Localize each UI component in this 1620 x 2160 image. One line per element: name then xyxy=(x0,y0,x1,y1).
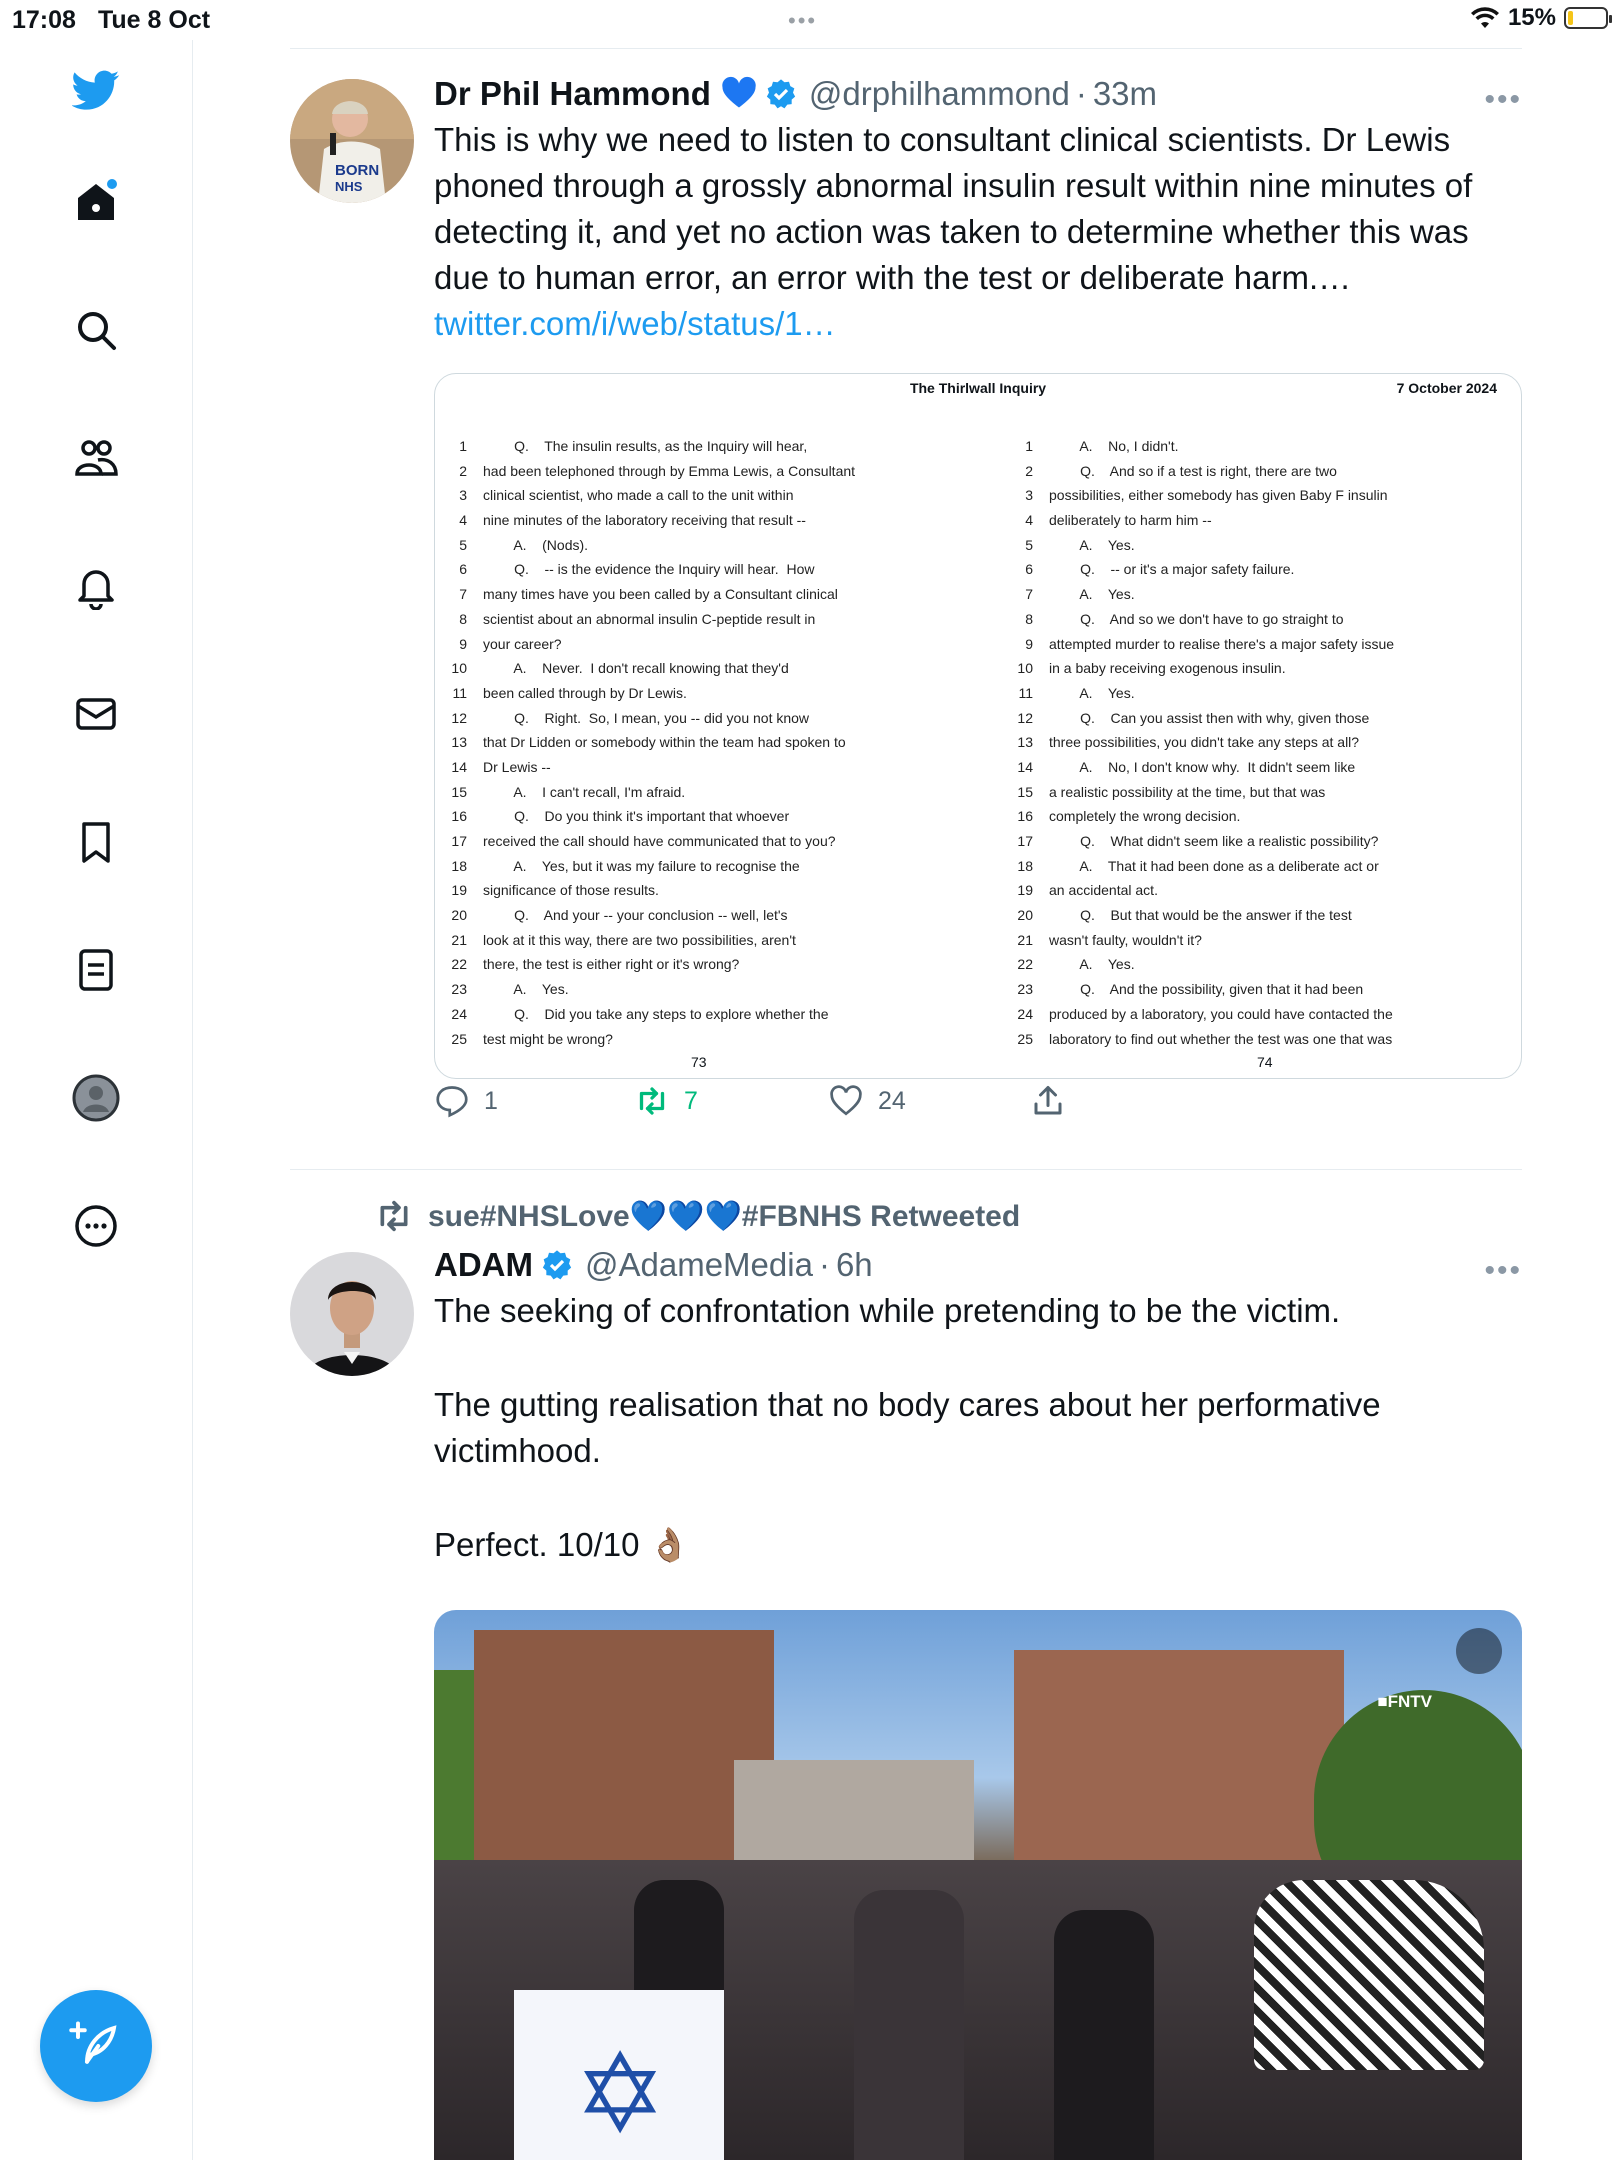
status-bar xyxy=(0,0,1620,40)
retweeted-by[interactable] xyxy=(374,1196,1020,1236)
document-line-number: 20 xyxy=(1017,907,1033,924)
retweet-count: 7 xyxy=(684,1086,698,1115)
document-line-number: 5 xyxy=(459,536,467,553)
tweet[interactable] xyxy=(290,49,1522,1169)
search-icon xyxy=(72,306,120,354)
video-watermark: ■FNTV xyxy=(1377,1692,1432,1711)
document-line xyxy=(445,759,945,784)
document-line-number: 7 xyxy=(459,586,467,603)
tweet-text-line: The seeking of confrontation while pretending to be the victim. xyxy=(434,1292,1341,1329)
document-line-number: 17 xyxy=(451,833,467,849)
document-line-text: A. Yes, but it was my failure to recognise the xyxy=(483,857,800,874)
document-line-number: 19 xyxy=(1017,882,1033,899)
document-line-text: an accidental act. xyxy=(1049,882,1158,899)
sidebar-item-notifications[interactable] xyxy=(56,546,136,626)
document-line-text: produced by a laboratory, you could have contacted the xyxy=(1049,1005,1393,1022)
document-line-text: attempted murder to realise there's a major safety issue xyxy=(1049,635,1395,652)
sidebar-item-bookmarks[interactable] xyxy=(56,802,136,882)
document-line-number: 21 xyxy=(1017,931,1033,948)
author-name[interactable]: Dr Phil Hammond xyxy=(434,75,711,112)
retweet-icon xyxy=(634,1083,670,1119)
home-icon xyxy=(72,178,120,226)
avatar[interactable] xyxy=(290,1252,414,1376)
compose-tweet-button[interactable] xyxy=(40,1990,152,2102)
document-line-text: A. Yes. xyxy=(1049,684,1135,701)
tweet-image-document[interactable] xyxy=(434,373,1522,1079)
document-line-number: 15 xyxy=(1017,783,1033,800)
document-line-text: Dr Lewis -- xyxy=(483,758,551,775)
document-line-number: 3 xyxy=(1025,487,1033,504)
document-line-number: 11 xyxy=(452,684,467,701)
document-line xyxy=(445,586,945,611)
document-line xyxy=(1011,586,1511,611)
document-line xyxy=(1011,734,1511,759)
document-line-number: 4 xyxy=(459,512,467,529)
document-line xyxy=(445,685,945,710)
like-button[interactable] xyxy=(828,1083,906,1119)
sidebar-item-explore[interactable] xyxy=(56,290,136,370)
document-line-text: possibilities, either somebody has given Baby F insulin xyxy=(1049,487,1388,504)
document-line-number: 13 xyxy=(1017,734,1033,751)
document-line-number: 5 xyxy=(1025,536,1033,553)
document-line xyxy=(1011,882,1511,907)
multitasking-dots-icon[interactable]: ••• xyxy=(788,8,818,33)
document-line xyxy=(445,561,945,586)
document-line-number: 8 xyxy=(459,610,467,627)
svg-text:NHS: NHS xyxy=(335,179,363,194)
document-left-page-number: 73 xyxy=(691,1054,707,1070)
document-line-text: three possibilities, you didn't take any steps at all? xyxy=(1049,734,1360,751)
document-line-text: A. Yes. xyxy=(1049,536,1135,553)
document-line-text: received the call should have communicated that to you? xyxy=(483,833,836,849)
document-line xyxy=(1011,981,1511,1006)
document-line-text: nine minutes of the laboratory receiving that result -- xyxy=(483,512,806,529)
document-line-number: 10 xyxy=(451,660,467,677)
tweet-text-blank xyxy=(434,1474,1522,1522)
document-line xyxy=(445,932,945,957)
document-line-text: Q. And so we don't have to go straight to xyxy=(1049,610,1344,627)
document-line xyxy=(445,734,945,759)
document-line-text: Q. And so if a test is right, there are two xyxy=(1049,462,1337,479)
retweet-icon xyxy=(374,1196,414,1236)
document-line xyxy=(1011,956,1511,981)
avatar-photo xyxy=(290,79,414,203)
document-line-text: completely the wrong decision. xyxy=(1049,808,1241,825)
document-line-number: 11 xyxy=(1018,684,1033,701)
document-line xyxy=(1011,487,1511,512)
document-line-number: 21 xyxy=(451,931,467,948)
bell-icon xyxy=(72,562,120,610)
document-line xyxy=(445,882,945,907)
document-line xyxy=(445,611,945,636)
document-line xyxy=(445,537,945,562)
document-line xyxy=(1011,660,1511,685)
document-line-number: 2 xyxy=(459,462,467,479)
author-handle[interactable]: @drphilhammond xyxy=(808,75,1070,112)
document-line xyxy=(1011,858,1511,883)
document-line-text: in a baby receiving exogenous insulin. xyxy=(1049,660,1286,677)
document-line-text: A. Yes. xyxy=(1049,956,1135,973)
document-line-number: 18 xyxy=(451,857,467,874)
document-line-number: 23 xyxy=(1017,981,1033,998)
more-options-icon[interactable]: ••• xyxy=(1484,83,1522,116)
document-line-text: Q. And your -- your conclusion -- well, let's xyxy=(483,907,788,924)
document-line xyxy=(1011,784,1511,809)
document-line-text: had been telephoned through by Emma Lewis, a Consultant xyxy=(483,462,856,479)
document-line-text: look at it this way, there are two possibilities, aren't xyxy=(483,931,796,948)
document-line xyxy=(1011,932,1511,957)
reply-icon xyxy=(434,1083,470,1119)
avatar-icon xyxy=(72,1074,120,1122)
twitter-logo-icon[interactable] xyxy=(56,50,136,130)
document-line-text: A. Yes. xyxy=(483,981,569,998)
author-name[interactable]: ADAM xyxy=(434,1246,533,1283)
more-circle-icon xyxy=(72,1202,120,1250)
document-line xyxy=(445,438,945,463)
tweet-header xyxy=(434,1242,1522,1288)
document-line-text: that Dr Lidden or somebody within the team had spoken to xyxy=(483,734,846,751)
share-button[interactable] xyxy=(1030,1083,1066,1119)
document-line-number: 22 xyxy=(1017,956,1033,973)
document-line xyxy=(1011,463,1511,488)
document-line-number: 10 xyxy=(1017,660,1033,677)
document-line-text: laboratory to find out whether the test was one that was xyxy=(1049,1030,1393,1047)
document-line xyxy=(1011,710,1511,735)
tweet-text-blank xyxy=(434,1334,1522,1382)
document-line-number: 25 xyxy=(451,1030,467,1047)
document-line-number: 24 xyxy=(451,1005,467,1022)
document-line-number: 9 xyxy=(459,635,467,652)
document-line-number: 25 xyxy=(1017,1030,1033,1047)
document-line xyxy=(1011,438,1511,463)
document-line-number: 23 xyxy=(451,981,467,998)
document-right-page-number: 74 xyxy=(1257,1054,1273,1070)
document-line xyxy=(445,512,945,537)
document-line xyxy=(1011,537,1511,562)
sidebar-item-messages[interactable] xyxy=(56,674,136,754)
retweet-button[interactable] xyxy=(634,1083,698,1119)
reply-count: 1 xyxy=(484,1086,498,1115)
document-line-text: Q. Right. So, I mean, you -- did you not know xyxy=(483,709,810,726)
tweet-video[interactable] xyxy=(434,1610,1522,2160)
battery-icon xyxy=(1564,7,1608,29)
document-line-number: 15 xyxy=(451,783,467,800)
tweet-text-line: Perfect. 10/10 👌🏽 xyxy=(434,1526,690,1563)
document-line-text: A. No, I don't know why. It didn't seem like xyxy=(1049,758,1356,775)
status-date: Tue 8 Oct xyxy=(98,6,211,34)
document-left-column xyxy=(445,438,945,1055)
video-scene: ✡ xyxy=(574,2033,667,2156)
document-line-text: been called through by Dr Lewis. xyxy=(483,684,687,701)
document-line-text: Q. -- is the evidence the Inquiry will hear. How xyxy=(483,561,815,578)
document-line-number: 20 xyxy=(451,907,467,924)
blue-heart-icon xyxy=(721,76,757,112)
avatar-photo xyxy=(290,1252,414,1376)
document-line-number: 7 xyxy=(1025,586,1033,603)
document-line xyxy=(445,1006,945,1031)
retweeted-by-label: sue#NHSLove💙💙💙#FBNHS Retweeted xyxy=(428,1199,1021,1233)
reply-button[interactable] xyxy=(434,1083,498,1119)
document-line xyxy=(445,636,945,661)
video-scene xyxy=(1254,1880,1484,2070)
sidebar-item-profile[interactable] xyxy=(56,1058,136,1138)
document-line-number: 16 xyxy=(451,808,467,825)
document-line-text: Q. Do you think it's important that whoever xyxy=(483,808,790,825)
document-line xyxy=(1011,907,1511,932)
separator: · xyxy=(818,1246,830,1283)
document-line-text: A. Yes. xyxy=(1049,586,1135,603)
separator: · xyxy=(1075,75,1087,112)
like-count: 24 xyxy=(878,1086,906,1115)
verified-badge-icon xyxy=(541,1249,573,1281)
document-line xyxy=(445,907,945,932)
document-line xyxy=(445,710,945,735)
document-right-column xyxy=(1011,438,1511,1055)
bookmark-icon xyxy=(72,818,120,866)
document-line-text: A. (Nods). xyxy=(483,536,589,553)
document-line-text: scientist about an abnormal insulin C-peptide result in xyxy=(483,610,816,627)
document-line-text: A. Never. I don't recall knowing that they'd xyxy=(483,660,789,677)
bird-icon xyxy=(72,66,120,114)
status-right xyxy=(1470,4,1608,32)
video-options-icon[interactable] xyxy=(1456,1628,1502,1674)
document-line-text: significance of those results. xyxy=(483,882,659,899)
document-line xyxy=(445,463,945,488)
document-line-number: 1 xyxy=(459,438,467,454)
video-scene xyxy=(474,1630,774,1860)
document-line-number: 14 xyxy=(451,758,467,775)
sidebar-item-more[interactable] xyxy=(56,1186,136,1266)
wifi-icon xyxy=(1470,6,1500,30)
document-line xyxy=(1011,685,1511,710)
verified-badge-icon xyxy=(765,78,797,110)
tweet-header xyxy=(434,71,1522,117)
document-line xyxy=(1011,808,1511,833)
document-line-number: 6 xyxy=(1025,561,1033,578)
battery-percent: 15% xyxy=(1507,4,1556,31)
document-line xyxy=(1011,833,1511,858)
share-icon xyxy=(1030,1083,1066,1119)
document-line xyxy=(1011,512,1511,537)
document-line-number: 17 xyxy=(1017,833,1033,849)
tweet[interactable] xyxy=(290,1170,1522,2160)
document-line-number: 13 xyxy=(451,734,467,751)
document-line-number: 16 xyxy=(1017,808,1033,825)
timeline xyxy=(290,48,1522,2160)
document-line-number: 12 xyxy=(451,709,467,726)
document-line-number: 22 xyxy=(451,956,467,973)
document-line xyxy=(445,808,945,833)
document-date: 7 October 2024 xyxy=(1396,380,1497,396)
document-line-number: 4 xyxy=(1025,512,1033,529)
document-line-number: 14 xyxy=(1017,758,1033,775)
document-line xyxy=(1011,1031,1511,1056)
document-line-number: 6 xyxy=(459,561,467,578)
sidebar-item-lists[interactable] xyxy=(56,930,136,1010)
document-line-text: Q. And the possibility, given that it had been xyxy=(1049,981,1364,998)
document-title: The Thirlwall Inquiry xyxy=(909,380,1047,396)
lists-icon xyxy=(72,946,120,994)
document-line-text: test might be wrong? xyxy=(483,1030,613,1047)
document-line xyxy=(445,833,945,858)
more-options-icon[interactable]: ••• xyxy=(1484,1254,1522,1287)
heart-icon xyxy=(828,1083,864,1119)
svg-text:BORN: BORN xyxy=(335,162,380,179)
document-line-text: Q. Can you assist then with why, given those xyxy=(1049,709,1370,726)
document-line-text: many times have you been called by a Consultant clinical xyxy=(483,586,838,603)
sidebar xyxy=(0,40,193,2160)
tweet-link[interactable]: twitter.com/i/web/status/1… xyxy=(434,305,836,342)
document-line-text: A. I can't recall, I'm afraid. xyxy=(483,783,686,800)
document-line-number: 3 xyxy=(459,487,467,504)
tweet-time[interactable]: 33m xyxy=(1092,75,1158,112)
video-scene xyxy=(854,1890,964,2160)
video-scene xyxy=(1054,1910,1154,2160)
document-line-text: Q. What didn't seem like a realistic possibility? xyxy=(1049,833,1379,849)
document-line-number: 8 xyxy=(1025,610,1033,627)
document-line xyxy=(445,487,945,512)
sidebar-item-communities[interactable] xyxy=(56,418,136,498)
document-line xyxy=(445,956,945,981)
document-line xyxy=(1011,759,1511,784)
document-line xyxy=(445,981,945,1006)
document-line-number: 19 xyxy=(451,882,467,899)
document-line-text: a realistic possibility at the time, but that was xyxy=(1049,783,1326,800)
compose-feather-icon xyxy=(69,2019,123,2073)
document-line-number: 2 xyxy=(1025,462,1033,479)
document-line-text: there, the test is either right or it's wrong? xyxy=(483,956,740,973)
avatar[interactable] xyxy=(290,79,414,203)
document-line xyxy=(445,858,945,883)
document-line xyxy=(445,660,945,685)
document-line-number: 24 xyxy=(1017,1005,1033,1022)
document-line xyxy=(1011,611,1511,636)
status-time: 17:08 xyxy=(12,6,76,34)
document-line-text: deliberately to harm him -- xyxy=(1049,512,1212,529)
document-line-text: your career? xyxy=(483,635,562,652)
document-line-number: 1 xyxy=(1025,438,1033,454)
document-line-text: clinical scientist, who made a call to the unit within xyxy=(483,487,794,504)
document-line-number: 12 xyxy=(1017,709,1033,726)
tweet-text-line: The gutting realisation that no body cares about her performative victimhood. xyxy=(434,1386,1381,1469)
document-line-text: A. That it had been done as a deliberate act or xyxy=(1049,857,1379,874)
document-line-number: 18 xyxy=(1017,857,1033,874)
tweet-text: This is why we need to listen to consultant clinical scientists. Dr Lewis phoned through a grossly abnormal insulin result within nine minutes of detecting it, and yet no action was taken to determine whether this was due to human error, an error with the test or deliberate harm.… xyxy=(434,121,1473,296)
document-line xyxy=(445,1031,945,1056)
document-line-number: 9 xyxy=(1025,635,1033,652)
document-line-text: A. No, I didn't. xyxy=(1049,438,1179,454)
document-line xyxy=(445,784,945,809)
document-line xyxy=(1011,636,1511,661)
document-line-text: Q. Did you take any steps to explore whether the xyxy=(483,1005,829,1022)
document-line xyxy=(1011,1006,1511,1031)
document-line-text: Q. -- or it's a major safety failure. xyxy=(1049,561,1295,578)
mail-icon xyxy=(72,690,120,738)
document-line-text: Q. The insulin results, as the Inquiry will hear, xyxy=(483,438,808,454)
tweet-time[interactable]: 6h xyxy=(835,1246,873,1283)
document-line-text: wasn't faulty, wouldn't it? xyxy=(1049,931,1202,948)
sidebar-item-home[interactable] xyxy=(56,162,136,242)
document-line-text: Q. But that would be the answer if the test xyxy=(1049,907,1352,924)
document-line xyxy=(1011,561,1511,586)
author-handle[interactable]: @AdameMedia xyxy=(584,1246,813,1283)
communities-icon xyxy=(72,434,120,482)
